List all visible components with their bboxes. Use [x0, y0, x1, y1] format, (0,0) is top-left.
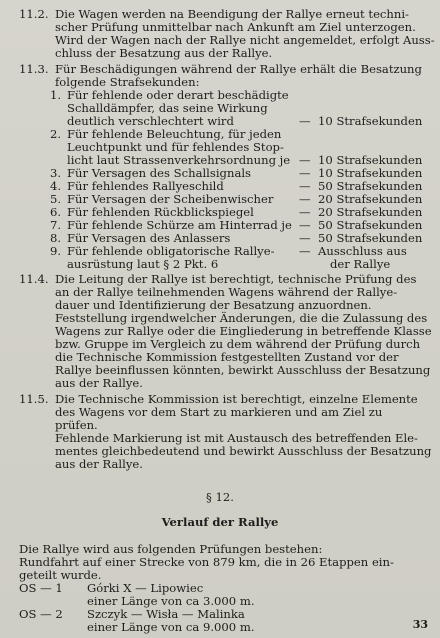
penalty: der Rallye: [330, 257, 391, 271]
item-number: 4.: [50, 179, 62, 193]
text-line: Rallye beeinflussen könnten, bewirkt Ausschluss der Besatzung: [55, 363, 431, 377]
section-title: Verlauf der Rallye: [161, 515, 279, 529]
text-line: folgende Strafsekunden:: [55, 75, 200, 89]
text-line: aus der Rallye.: [55, 457, 143, 471]
item-text: Für fehlende obligatorische Rallye-: [67, 244, 275, 258]
item-text: ausrüstung laut § 2 Pkt. 6: [67, 257, 219, 271]
item-number: 1.: [50, 88, 62, 102]
dash: —: [299, 231, 311, 245]
dash: —: [299, 114, 311, 128]
text-line: mentes gleichbedeutend und bewirkt Ausschluss der Besatzung: [55, 444, 432, 458]
item-number: 9.: [50, 244, 62, 258]
paragraph-heading: § 12.: [206, 490, 234, 504]
item-number: 7.: [50, 218, 62, 232]
text-line: Die Technische Kommission ist berechtigt, einzelne Elemente: [55, 392, 418, 406]
stage-name: Szczyk — Wisła — Malinka: [87, 607, 245, 621]
dash: —: [299, 192, 311, 206]
penalty: 10 Strafsekunden: [318, 114, 423, 128]
penalty: 20 Strafsekunden: [318, 192, 423, 206]
text-line: scher Prüfung unmittelbar nach Ankunft am Ziel unterzogen.: [55, 20, 416, 34]
text-line: Für Beschädigungen während der Rallye erhält die Besatzung: [55, 62, 422, 76]
text-line: Wagens zur Rallye oder die Eingliederung in betreffende Klasse: [55, 324, 432, 338]
text-line: Fehlende Markierung ist mit Austausch des betreffenden Ele-: [55, 431, 418, 445]
item-text: Für Versagen des Anlassers: [67, 231, 231, 245]
text-line: Rundfahrt auf einer Strecke von 879 km, die in 26 Etappen ein-: [19, 555, 394, 569]
text-line: aus der Rallye.: [55, 376, 143, 390]
item-text: Für fehlende Schürze am Hinterrad je: [67, 218, 292, 232]
item-number: 2.: [50, 127, 62, 141]
text-line: Die Leitung der Rallye ist berechtigt, technische Prüfung des: [55, 272, 417, 286]
dash: —: [299, 179, 311, 193]
text-line: bzw. Gruppe im Vergleich zu dem während der Prüfung durch: [55, 337, 421, 351]
stage-length: einer Länge von ca 9.000 m.: [87, 620, 255, 634]
item-number: 6.: [50, 205, 62, 219]
penalty: 20 Strafsekunden: [318, 205, 423, 219]
stage-prefix: OS — 1: [19, 581, 63, 595]
item-text: Schalldämpfer, das seine Wirkung: [67, 101, 268, 115]
item-text: Leuchtpunkt und für fehlendes Stop-: [67, 140, 284, 154]
dash: —: [299, 218, 311, 232]
section-number: 11.5.: [19, 392, 49, 406]
dash: —: [299, 166, 311, 180]
penalty: Ausschluss aus: [318, 244, 407, 258]
section-number: 11.2.: [19, 7, 49, 21]
text-line: Die Wagen werden na Beendigung der Rallye erneut techni-: [55, 7, 409, 21]
item-text: Für fehlende oder derart beschädigte: [67, 88, 289, 102]
section-number: 11.3.: [19, 62, 49, 76]
text-line: Feststellung irgendwelcher Änderungen, die die Zulassung des: [55, 311, 428, 325]
text-line: die Technische Kommission festgestellten Zustand vor der: [55, 350, 399, 364]
penalty: 50 Strafsekunden: [318, 231, 423, 245]
item-text: licht laut Strassenverkehrsordnung je: [67, 153, 291, 167]
text-line: an der Rallye teilnehmenden Wagens während der Rallye-: [55, 285, 398, 299]
dash: —: [299, 205, 311, 219]
dash: —: [299, 153, 311, 167]
item-text: Für fehlende Beleuchtung, für jeden: [67, 127, 282, 141]
dash: —: [299, 244, 311, 258]
stage-name: Górki X — Lipowiec: [87, 581, 204, 595]
page-number: 33: [412, 618, 428, 631]
item-number: 8.: [50, 231, 62, 245]
stage-prefix: OS — 2: [19, 607, 63, 621]
penalty: 50 Strafsekunden: [318, 218, 423, 232]
item-text: deutlich verschlechtert wird: [67, 114, 234, 128]
penalty: 10 Strafsekunden: [318, 153, 423, 167]
text-line: geteilt wurde.: [19, 568, 102, 582]
text-line: chluss der Besatzung aus der Rallye.: [55, 46, 273, 60]
section-number: 11.4.: [19, 272, 49, 286]
item-text: Für Versagen des Schallsignals: [67, 166, 252, 180]
text-line: prüfen.: [55, 418, 98, 432]
text-line: Die Rallye wird aus folgenden Prüfungen bestehen:: [19, 542, 323, 556]
penalty: 50 Strafsekunden: [318, 179, 423, 193]
text-line: Wird der Wagen nach der Rallye nicht angemeldet, erfolgt Auss-: [55, 33, 435, 47]
item-text: Für Versagen der Scheibenwischer: [67, 192, 274, 206]
item-text: Für fehlenden Rückblickspiegel: [67, 205, 254, 219]
text-line: des Wagens vor dem Start zu markieren und am Ziel zu: [55, 405, 383, 419]
item-text: Für fehlendes Rallyeschild: [67, 179, 224, 193]
item-number: 3.: [50, 166, 62, 180]
text-line: dauer und Identifizierung der Besatzung anzuordnen.: [55, 298, 372, 312]
item-number: 5.: [50, 192, 62, 206]
penalty: 10 Strafsekunden: [318, 166, 423, 180]
stage-length: einer Länge von ca 3.000 m.: [87, 594, 255, 608]
